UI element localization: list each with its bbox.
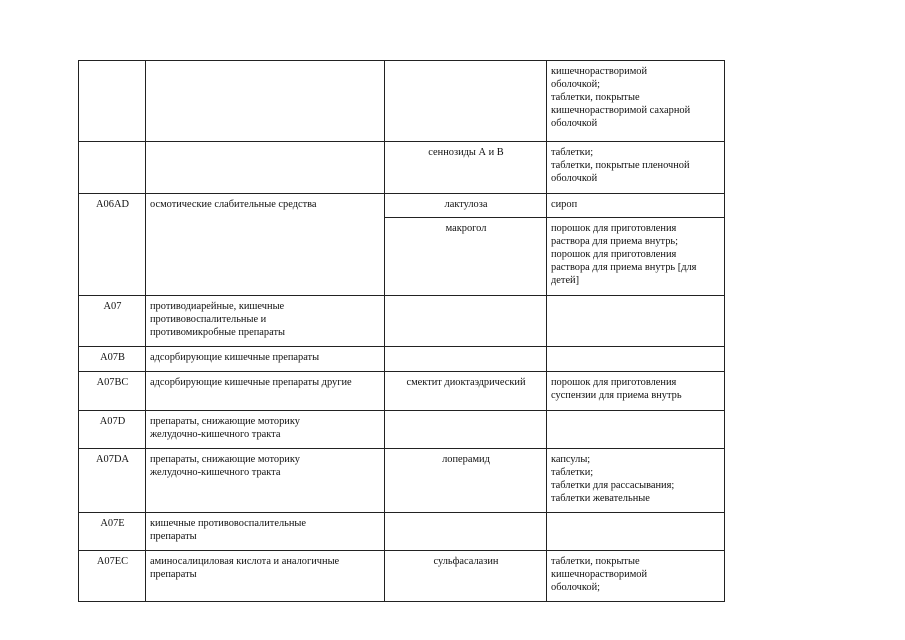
table-row [79,513,725,551]
atc-code-cell: A07EC [79,551,146,602]
table-row [79,347,725,372]
dosage-form-cell [547,296,725,347]
atc-code-cell: A07 [79,296,146,347]
group-name-cell [146,142,385,194]
drug-name-cell [385,61,547,142]
group-name-cell [146,61,385,142]
group-name-cell: аминосалициловая кислота и аналогичные препараты [146,551,385,602]
dosage-form-cell: порошок для приготовления раствора для приема внутрь; порошок для приготовления раствора для приема внутрь [для детей] [547,218,725,296]
group-name-cell: противодиарейные, кишечные противовоспалительные и противомикробные препараты [146,296,385,347]
drug-name-cell: сульфасалазин [385,551,547,602]
table-row [79,449,725,513]
table-row [79,142,725,194]
dosage-form-cell: сироп [547,194,725,218]
atc-code-cell [79,142,146,194]
group-name-cell: адсорбирующие кишечные препараты другие [146,372,385,411]
drug-name-cell: сеннозиды А и В [385,142,547,194]
dosage-form-cell: капсулы; таблетки; таблетки для рассасывания; таблетки жевательные [547,449,725,513]
group-name-cell: препараты, снижающие моторику желудочно-кишечного тракта [146,449,385,513]
group-name-cell: адсорбирующие кишечные препараты [146,347,385,372]
dosage-form-cell [547,347,725,372]
drug-classification-table [78,60,725,602]
table-row [79,296,725,347]
drug-name-cell [385,296,547,347]
group-name-cell: осмотические слабительные средства [146,194,385,296]
drug-name-cell: смектит диоктаэдрический [385,372,547,411]
dosage-form-cell: таблетки, покрытые кишечнорастворимой оболочкой; [547,551,725,602]
drug-name-cell: макрогол [385,218,547,296]
drug-name-cell [385,513,547,551]
table-row [79,61,725,142]
atc-code-cell: A07D [79,411,146,449]
atc-code-cell: A07E [79,513,146,551]
dosage-form-cell: таблетки; таблетки, покрытые пленочной оболочкой [547,142,725,194]
dosage-form-cell: порошок для приготовления суспензии для приема внутрь [547,372,725,411]
drug-name-cell: лоперамид [385,449,547,513]
drug-name-cell [385,411,547,449]
table-row [79,411,725,449]
table-row [79,551,725,602]
atc-code-cell: A06AD [79,194,146,296]
table-row [79,194,725,218]
group-name-cell: кишечные противовоспалительные препараты [146,513,385,551]
dosage-form-cell [547,411,725,449]
group-name-cell: препараты, снижающие моторику желудочно-кишечного тракта [146,411,385,449]
drug-name-cell [385,347,547,372]
atc-code-cell: A07BC [79,372,146,411]
atc-code-cell: A07B [79,347,146,372]
dosage-form-cell: кишечнорастворимой оболочкой; таблетки, покрытые кишечнорастворимой сахарной оболочкой [547,61,725,142]
atc-code-cell: A07DA [79,449,146,513]
drug-name-cell: лактулоза [385,194,547,218]
table-row [79,372,725,411]
dosage-form-cell [547,513,725,551]
atc-code-cell [79,61,146,142]
